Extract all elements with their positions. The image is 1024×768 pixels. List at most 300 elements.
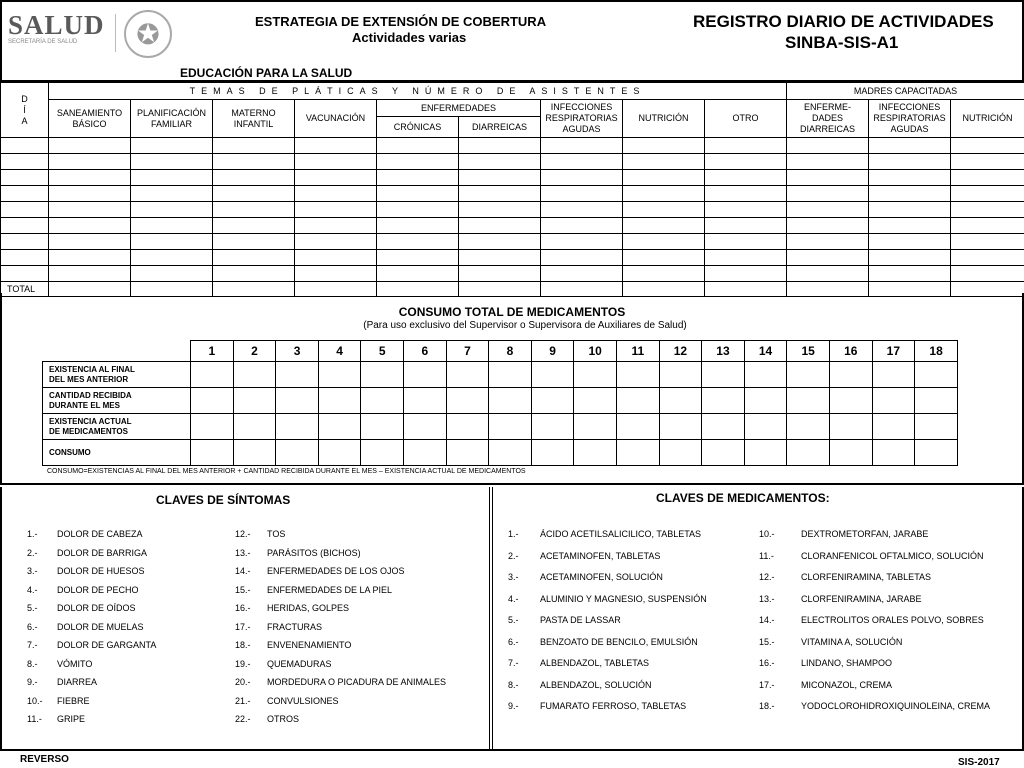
- medicine-number: 3: [276, 341, 319, 362]
- item-text: FUMARATO FERROSO, TABLETAS: [540, 701, 687, 711]
- consumption-cell[interactable]: [915, 388, 958, 414]
- consumption-cell[interactable]: [659, 388, 702, 414]
- activity-cell[interactable]: [541, 154, 623, 170]
- activity-cell[interactable]: [1, 170, 49, 186]
- item-number: 9.-: [27, 677, 38, 687]
- activity-cell[interactable]: [213, 202, 295, 218]
- medicine-number: 9: [531, 341, 574, 362]
- consumption-cell[interactable]: [574, 440, 617, 466]
- activity-row: [1, 202, 1024, 218]
- consumption-cell[interactable]: [616, 440, 659, 466]
- item-number: 17.-: [759, 679, 775, 690]
- consumption-cell[interactable]: [616, 362, 659, 388]
- activity-cell[interactable]: [459, 170, 541, 186]
- activity-cell[interactable]: [787, 202, 869, 218]
- consumption-cell[interactable]: [318, 440, 361, 466]
- activity-cell[interactable]: [869, 234, 951, 250]
- item-text: DOLOR DE MUELAS: [57, 621, 144, 632]
- activity-cell[interactable]: [541, 218, 623, 234]
- consumption-cell[interactable]: [829, 362, 872, 388]
- item-number: 6.-: [508, 636, 519, 647]
- activity-cell[interactable]: [951, 186, 1024, 202]
- form-code: SINBA-SIS-A1: [785, 33, 899, 52]
- consumption-cell[interactable]: [872, 388, 915, 414]
- activity-cell[interactable]: [787, 218, 869, 234]
- activity-cell[interactable]: [541, 186, 623, 202]
- activity-cell[interactable]: [869, 266, 951, 282]
- item-text: DOLOR DE CABEZA: [57, 529, 143, 539]
- item-text: ALUMINIO Y MAGNESIO, SUSPENSIÓN: [540, 593, 707, 604]
- activity-cell[interactable]: [787, 234, 869, 250]
- item-text: QUEMADURAS: [267, 658, 332, 669]
- consumption-cell[interactable]: [489, 440, 532, 466]
- activity-cell[interactable]: [459, 138, 541, 154]
- item-number: 15.-: [235, 584, 251, 595]
- consumption-cell[interactable]: [915, 414, 958, 440]
- item-text: ENFERMEDADES DE LOS OJOS: [267, 566, 405, 576]
- activities-subtitle: Actividades varias: [352, 30, 467, 45]
- consumption-cell[interactable]: [404, 414, 447, 440]
- col-vacunacion: VACUNACIÓN: [295, 100, 377, 138]
- consumption-cell[interactable]: [276, 388, 319, 414]
- consumption-cell[interactable]: [787, 440, 830, 466]
- item-number: 1.-: [508, 529, 519, 539]
- consumption-cell[interactable]: [872, 440, 915, 466]
- consumption-cell[interactable]: [915, 440, 958, 466]
- consumption-cell[interactable]: [787, 388, 830, 414]
- activity-cell[interactable]: [787, 138, 869, 154]
- activity-cell[interactable]: [787, 154, 869, 170]
- consumption-cell[interactable]: [361, 388, 404, 414]
- activity-cell[interactable]: [623, 138, 705, 154]
- item-number: 14.-: [759, 615, 775, 625]
- consumption-row: [43, 414, 958, 440]
- consumption-cell[interactable]: [915, 362, 958, 388]
- activity-cell[interactable]: [213, 266, 295, 282]
- consumption-cell[interactable]: [531, 362, 574, 388]
- activity-cell[interactable]: [787, 186, 869, 202]
- item-text: ÁCIDO ACETILSALICILICO, TABLETAS: [540, 529, 702, 539]
- activity-cell[interactable]: [623, 266, 705, 282]
- activity-cell[interactable]: [377, 170, 459, 186]
- medicine-number: 1: [191, 341, 234, 362]
- activity-cell[interactable]: [1, 202, 49, 218]
- activity-cell[interactable]: [705, 186, 787, 202]
- medicine-number: 2: [233, 341, 276, 362]
- activity-cell[interactable]: [1, 138, 49, 154]
- activity-cell[interactable]: [295, 250, 377, 266]
- salud-logo: [8, 10, 123, 52]
- item-number: 15.-: [759, 636, 775, 647]
- consumption-cell[interactable]: [829, 388, 872, 414]
- consumption-cell[interactable]: [659, 414, 702, 440]
- col-mothers-nutricion: NUTRICIÓN: [951, 100, 1024, 138]
- consumption-cell[interactable]: [276, 414, 319, 440]
- consumption-cell[interactable]: [829, 414, 872, 440]
- activity-cell[interactable]: [459, 266, 541, 282]
- consumption-cell[interactable]: [233, 414, 276, 440]
- activity-cell[interactable]: [49, 138, 131, 154]
- activity-cell[interactable]: [49, 250, 131, 266]
- activity-cell[interactable]: [295, 266, 377, 282]
- activity-cell[interactable]: [49, 218, 131, 234]
- item-number: 8.-: [508, 679, 519, 690]
- activity-cell[interactable]: [49, 266, 131, 282]
- item-number: 2.-: [27, 547, 38, 558]
- item-number: 16.-: [235, 603, 251, 613]
- item-text: DOLOR DE HUESOS: [57, 566, 145, 576]
- consumption-cell[interactable]: [744, 414, 787, 440]
- activity-cell[interactable]: [49, 154, 131, 170]
- consumption-row: [43, 440, 958, 466]
- activity-cell[interactable]: [705, 266, 787, 282]
- consumption-cell[interactable]: [191, 362, 234, 388]
- logo-text: SALUD: [8, 10, 105, 40]
- activity-cell[interactable]: [1, 186, 49, 202]
- activity-cell[interactable]: [459, 154, 541, 170]
- item-number: 14.-: [235, 566, 251, 576]
- consumption-cell[interactable]: [446, 414, 489, 440]
- consumption-cell[interactable]: [404, 388, 447, 414]
- consumption-cell[interactable]: [276, 362, 319, 388]
- item-text: FRACTURAS: [267, 621, 323, 632]
- activity-cell[interactable]: [705, 202, 787, 218]
- activity-row: [1, 138, 1024, 154]
- activity-cell[interactable]: [459, 234, 541, 250]
- activity-cell[interactable]: [377, 266, 459, 282]
- item-text: PASTA DE LASSAR: [540, 615, 621, 625]
- activity-cell[interactable]: [49, 170, 131, 186]
- consumption-cell[interactable]: [872, 362, 915, 388]
- activity-cell[interactable]: [869, 154, 951, 170]
- medicine-number: 16: [829, 341, 872, 362]
- activity-cell[interactable]: [49, 186, 131, 202]
- activity-cell[interactable]: [705, 170, 787, 186]
- activity-cell[interactable]: [541, 234, 623, 250]
- activity-cell[interactable]: [49, 202, 131, 218]
- item-text: VITAMINA A, SOLUCIÓN: [801, 636, 903, 647]
- strategy-title: ESTRATEGIA DE EXTENSIÓN DE COBERTURA: [255, 14, 547, 29]
- item-text: DOLOR DE GARGANTA: [57, 640, 157, 650]
- consumption-cell[interactable]: [361, 414, 404, 440]
- item-text: CLORANFENICOL OFTALMICO, SOLUCIÓN: [801, 550, 984, 561]
- activity-cell[interactable]: [951, 234, 1024, 250]
- activity-cell[interactable]: [787, 250, 869, 266]
- activity-cell[interactable]: [459, 186, 541, 202]
- activity-cell[interactable]: [213, 234, 295, 250]
- activity-cell[interactable]: [459, 218, 541, 234]
- activity-cell[interactable]: [623, 234, 705, 250]
- activity-cell[interactable]: [623, 154, 705, 170]
- activity-cell[interactable]: [951, 250, 1024, 266]
- consumption-cell[interactable]: [318, 414, 361, 440]
- activity-cell[interactable]: [1, 234, 49, 250]
- consumption-cell[interactable]: [744, 440, 787, 466]
- activity-cell[interactable]: [131, 250, 213, 266]
- consumption-cell[interactable]: [829, 440, 872, 466]
- consumption-cell[interactable]: [744, 388, 787, 414]
- activities-table: [0, 82, 1024, 297]
- item-text: CLORFENIRAMINA, JARABE: [801, 593, 922, 604]
- col-cronicas: CRÓNICAS: [377, 117, 459, 138]
- consumption-cell[interactable]: [872, 414, 915, 440]
- consumption-cell[interactable]: [531, 414, 574, 440]
- item-number: 11.-: [759, 550, 774, 561]
- activity-cell[interactable]: [705, 138, 787, 154]
- activity-cell[interactable]: [1, 218, 49, 234]
- activity-cell[interactable]: [213, 154, 295, 170]
- consumption-cell[interactable]: [446, 362, 489, 388]
- item-text: ACETAMINOFEN, TABLETAS: [540, 550, 661, 561]
- consumption-cell[interactable]: [361, 362, 404, 388]
- consumption-row-label: [43, 440, 191, 466]
- consumption-cell[interactable]: [191, 388, 234, 414]
- activity-cell[interactable]: [541, 202, 623, 218]
- activity-cell[interactable]: [131, 138, 213, 154]
- activity-cell[interactable]: [623, 186, 705, 202]
- activity-cell[interactable]: [705, 234, 787, 250]
- activity-cell[interactable]: [213, 250, 295, 266]
- consumption-cell[interactable]: [702, 414, 745, 440]
- consumption-cell[interactable]: [489, 388, 532, 414]
- consumption-cell[interactable]: [191, 440, 234, 466]
- activity-cell[interactable]: [869, 218, 951, 234]
- col-mothers-ira: INFECCIONES RESPIRATORIAS AGUDAS: [869, 100, 951, 138]
- activity-cell[interactable]: [213, 218, 295, 234]
- consumption-cell[interactable]: [744, 362, 787, 388]
- consumption-note: CONSUMO=EXISTENCIAS AL FINAL DEL MES ANTERIOR + CANTIDAD RECIBIDA DURANTE EL MES – EXISTENCIA ACTUAL DE MEDICAMENTOS: [47, 468, 526, 475]
- item-number: 5.-: [27, 603, 38, 613]
- day-letter: D: [21, 93, 28, 104]
- item-number: 13.-: [759, 593, 775, 604]
- medicine-number: 13: [702, 341, 745, 362]
- activity-cell[interactable]: [295, 170, 377, 186]
- consumption-cell[interactable]: [702, 388, 745, 414]
- activity-cell[interactable]: [951, 218, 1024, 234]
- item-text: DOLOR DE OÍDOS: [57, 603, 136, 613]
- medicines-list-2: [759, 529, 1019, 729]
- activity-cell[interactable]: [295, 234, 377, 250]
- consumption-cell[interactable]: [787, 362, 830, 388]
- consumption-cell[interactable]: [702, 362, 745, 388]
- activity-cell[interactable]: [213, 170, 295, 186]
- activity-row: [1, 186, 1024, 202]
- medicine-number: 15: [787, 341, 830, 362]
- activity-cell[interactable]: [131, 266, 213, 282]
- education-title: EDUCACIÓN PARA LA SALUD: [180, 66, 353, 80]
- activity-cell[interactable]: [131, 202, 213, 218]
- item-number: 7.-: [508, 658, 519, 668]
- consumption-cell[interactable]: [446, 388, 489, 414]
- consumption-cell[interactable]: [318, 362, 361, 388]
- consumption-cell[interactable]: [702, 440, 745, 466]
- consumption-cell[interactable]: [489, 414, 532, 440]
- consumption-cell[interactable]: [616, 388, 659, 414]
- activity-cell[interactable]: [131, 154, 213, 170]
- activity-cell[interactable]: [377, 218, 459, 234]
- activity-cell[interactable]: [787, 170, 869, 186]
- consumption-cell[interactable]: [531, 440, 574, 466]
- activity-row: [1, 170, 1024, 186]
- national-seal-icon: ✪: [124, 10, 172, 58]
- activity-cell[interactable]: [951, 154, 1024, 170]
- activity-cell[interactable]: [951, 266, 1024, 282]
- activity-cell[interactable]: [213, 138, 295, 154]
- consumption-table: [42, 340, 958, 466]
- activity-cell[interactable]: [49, 234, 131, 250]
- activity-cell[interactable]: [459, 202, 541, 218]
- item-text: GRIPE: [57, 714, 86, 724]
- activity-cell[interactable]: [131, 234, 213, 250]
- activity-cell[interactable]: [541, 266, 623, 282]
- consumption-cell[interactable]: [574, 388, 617, 414]
- activity-cell[interactable]: [377, 186, 459, 202]
- activity-cell[interactable]: [951, 170, 1024, 186]
- row-label-line: CANTIDAD RECIBIDA: [49, 390, 132, 400]
- item-number: 3.-: [27, 566, 38, 576]
- symptoms-list-1: [27, 529, 227, 729]
- item-text: CONVULSIONES: [267, 695, 339, 706]
- activity-cell[interactable]: [623, 202, 705, 218]
- consumption-cell[interactable]: [531, 388, 574, 414]
- consumption-cell[interactable]: [233, 362, 276, 388]
- item-text: MICONAZOL, CREMA: [801, 679, 893, 690]
- medicine-number: 6: [404, 341, 447, 362]
- item-text: ACETAMINOFEN, SOLUCIÓN: [540, 572, 663, 582]
- consumption-row-label: [43, 362, 191, 388]
- item-text: ENFERMEDADES DE LA PIEL: [267, 584, 393, 595]
- item-text: ALBENDAZOL, SOLUCIÓN: [540, 679, 652, 690]
- day-letter: Í: [23, 104, 26, 115]
- activity-cell[interactable]: [1, 154, 49, 170]
- col-nutricion: NUTRICIÓN: [623, 100, 705, 138]
- consumption-cell[interactable]: [574, 362, 617, 388]
- consumption-cell[interactable]: [446, 440, 489, 466]
- item-text: TOS: [267, 529, 286, 539]
- item-text: BENZOATO DE BENCILO, EMULSIÓN: [540, 636, 698, 647]
- activity-cell[interactable]: [377, 250, 459, 266]
- medicine-number: 11: [616, 341, 659, 362]
- item-number: 4.-: [27, 584, 38, 595]
- consumption-cell[interactable]: [659, 440, 702, 466]
- item-text: CLORFENIRAMINA, TABLETAS: [801, 572, 932, 582]
- item-number: 6.-: [27, 621, 38, 632]
- consumption-cell[interactable]: [361, 440, 404, 466]
- activity-cell[interactable]: [295, 202, 377, 218]
- day-letter: A: [21, 115, 28, 126]
- form-title: REGISTRO DIARIO DE ACTIVIDADES: [693, 12, 994, 31]
- activity-cell[interactable]: [705, 154, 787, 170]
- activity-cell[interactable]: [951, 138, 1024, 154]
- consumption-cell[interactable]: [659, 362, 702, 388]
- activity-cell[interactable]: [213, 186, 295, 202]
- col-ira: INFECCIONES RESPIRATORIAS AGUDAS: [541, 100, 623, 138]
- item-number: 11.-: [27, 714, 42, 724]
- activity-cell[interactable]: [869, 186, 951, 202]
- activity-cell[interactable]: [869, 138, 951, 154]
- activity-cell[interactable]: [869, 250, 951, 266]
- total-label: TOTAL: [1, 282, 49, 297]
- activity-cell[interactable]: [705, 218, 787, 234]
- item-number: 18.-: [235, 640, 251, 650]
- activity-cell[interactable]: [295, 154, 377, 170]
- consumption-row: [43, 362, 958, 388]
- activity-cell[interactable]: [705, 250, 787, 266]
- item-number: 9.-: [508, 701, 519, 711]
- activity-cell[interactable]: [623, 170, 705, 186]
- activity-cell[interactable]: [541, 170, 623, 186]
- activity-cell[interactable]: [295, 186, 377, 202]
- item-number: 12.-: [235, 529, 251, 539]
- activity-cell[interactable]: [377, 138, 459, 154]
- consumption-cell[interactable]: [276, 440, 319, 466]
- consumption-cell[interactable]: [404, 440, 447, 466]
- activity-cell[interactable]: [295, 138, 377, 154]
- consumption-header-row: [43, 341, 958, 362]
- consumption-cell[interactable]: [233, 440, 276, 466]
- item-number: 2.-: [508, 550, 519, 561]
- item-number: 5.-: [508, 615, 519, 625]
- consumption-cell[interactable]: [318, 388, 361, 414]
- item-text: ELECTROLITOS ORALES POLVO, SOBRES: [801, 615, 984, 625]
- activity-cell[interactable]: [869, 170, 951, 186]
- consumption-cell[interactable]: [574, 414, 617, 440]
- activity-cell[interactable]: [787, 266, 869, 282]
- item-text: HERIDAS, GOLPES: [267, 603, 350, 613]
- activity-cell[interactable]: [131, 186, 213, 202]
- activity-row: [1, 250, 1024, 266]
- activity-cell[interactable]: [623, 250, 705, 266]
- col-materno: MATERNO INFANTIL: [213, 100, 295, 138]
- activity-cell[interactable]: [377, 202, 459, 218]
- item-text: LINDANO, SHAMPOO: [801, 658, 893, 668]
- item-number: 20.-: [235, 677, 251, 687]
- activity-cell[interactable]: [459, 250, 541, 266]
- consumption-cell[interactable]: [233, 388, 276, 414]
- consumption-cell[interactable]: [404, 362, 447, 388]
- activity-cell[interactable]: [377, 154, 459, 170]
- row-label-line: DE MEDICAMENTOS: [49, 426, 128, 436]
- item-text: OTROS: [267, 714, 300, 724]
- item-text: ENVENENAMIENTO: [267, 640, 352, 650]
- activity-cell[interactable]: [623, 218, 705, 234]
- activity-cell[interactable]: [951, 202, 1024, 218]
- activity-cell[interactable]: [295, 218, 377, 234]
- medicine-number: 8: [489, 341, 532, 362]
- activity-cell[interactable]: [541, 250, 623, 266]
- item-number: 10.-: [759, 529, 775, 539]
- activity-cell[interactable]: [541, 138, 623, 154]
- activity-cell[interactable]: [869, 202, 951, 218]
- item-number: 17.-: [235, 621, 251, 632]
- item-text: FIEBRE: [57, 695, 90, 706]
- activity-row: [1, 234, 1024, 250]
- activity-cell[interactable]: [1, 250, 49, 266]
- medicine-number: 18: [915, 341, 958, 362]
- header-blank: [43, 341, 191, 362]
- symptoms-title: CLAVES DE SÍNTOMAS: [156, 493, 291, 507]
- activity-cell[interactable]: [1, 266, 49, 282]
- activity-cell[interactable]: [131, 170, 213, 186]
- consumption-cell[interactable]: [616, 414, 659, 440]
- consumption-cell[interactable]: [191, 414, 234, 440]
- consumption-cell[interactable]: [489, 362, 532, 388]
- item-text: VÓMITO: [57, 658, 93, 669]
- col-saneamiento: SANEAMIENTO BÁSICO: [49, 100, 131, 138]
- activity-cell[interactable]: [377, 234, 459, 250]
- activity-cell[interactable]: [131, 218, 213, 234]
- consumption-cell[interactable]: [787, 414, 830, 440]
